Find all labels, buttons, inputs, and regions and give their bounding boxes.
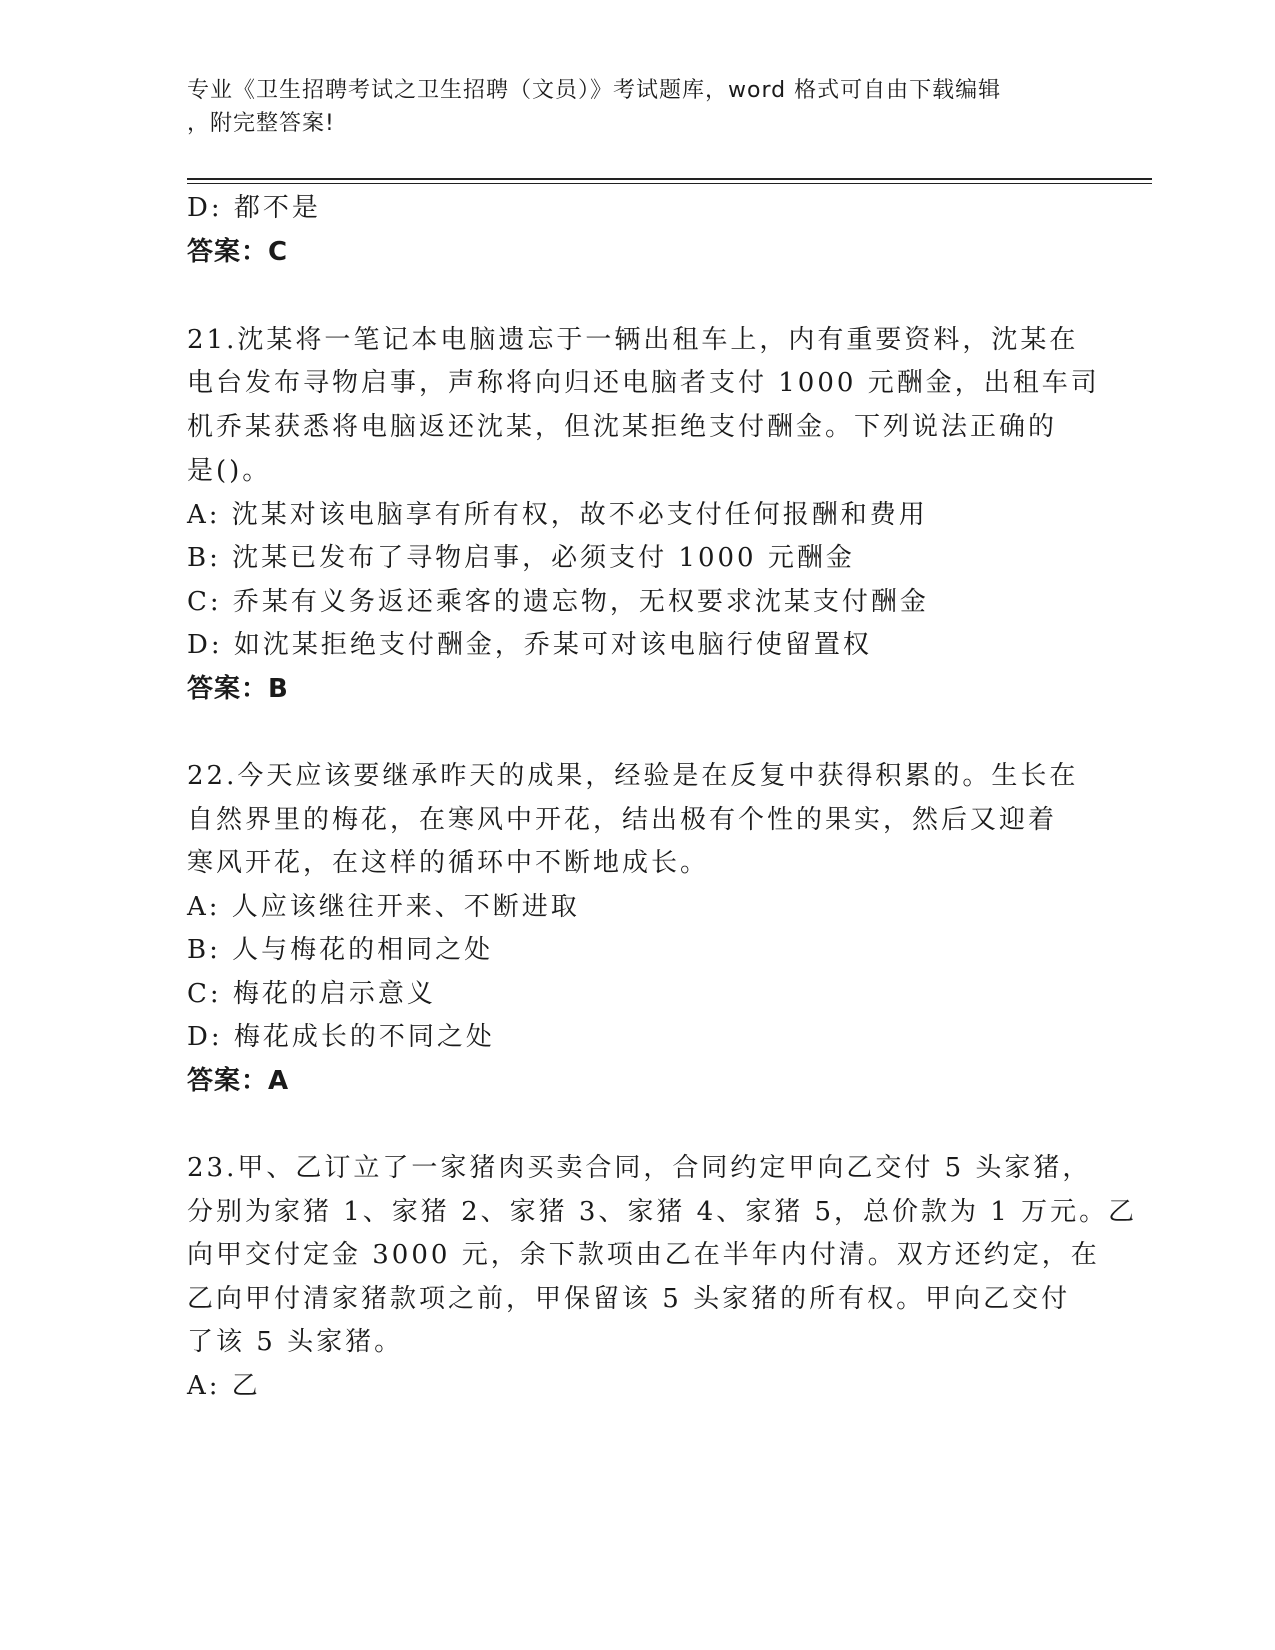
- prev-answer: 答案：C: [187, 237, 289, 267]
- q22-option-b: B: 人与梅花的相同之处: [187, 935, 494, 965]
- q22-option-d: D: 梅花成长的不同之处: [187, 1022, 495, 1052]
- prev-option-d: D: 都不是: [187, 193, 321, 223]
- q21-option-a: A: 沈某对该电脑享有所有权，故不必支付任何报酬和费用: [187, 500, 928, 530]
- q23-stem-line-4: 乙向甲付清家猪款项之前，甲保留该 5 头家猪的所有权。甲向乙交付: [187, 1284, 1071, 1314]
- q23-stem-line-3: 向甲交付定金 3000 元，余下款项由乙在半年内付清。双方还约定，在: [187, 1240, 1100, 1270]
- q21-answer: 答案：B: [187, 674, 289, 704]
- q22-option-c: C: 梅花的启示意义: [187, 979, 436, 1009]
- q21-option-b: B: 沈某已发布了寻物启事，必须支付 1000 元酬金: [187, 543, 855, 573]
- q22-stem-line-2: 自然界里的梅花，在寒风中开花，结出极有个性的果实，然后又迎着: [187, 805, 1058, 835]
- header-rule-thick: [187, 178, 1152, 180]
- document-header: [187, 74, 1087, 140]
- q21-stem-line-1: 21.沈某将一笔记本电脑遗忘于一辆出租车上，内有重要资料，沈某在: [187, 325, 1079, 355]
- header-line-2: ，附完整答案!: [187, 111, 335, 136]
- header-line-1: 专业《卫生招聘考试之卫生招聘（文员）》考试题库，word 格式可自由下载编辑: [187, 78, 1002, 103]
- q23-stem-line-1: 23.甲、乙订立了一家猪肉买卖合同，合同约定甲向乙交付 5 头家猪，: [187, 1153, 1092, 1183]
- q22-answer: 答案：A: [187, 1066, 290, 1096]
- q21-stem-line-3: 机乔某获悉将电脑返还沈某，但沈某拒绝支付酬金。下列说法正确的: [187, 412, 1058, 442]
- q22-option-a: A: 人应该继往开来、不断进取: [187, 892, 580, 922]
- q21-option-d: D: 如沈某拒绝支付酬金，乔某可对该电脑行使留置权: [187, 630, 872, 660]
- q23-stem-line-2: 分别为家猪 1、家猪 2、家猪 3、家猪 4、家猪 5，总价款为 1 万元。乙: [187, 1197, 1138, 1227]
- q21-stem-line-2: 电台发布寻物启事，声称将向归还电脑者支付 1000 元酬金，出租车司: [187, 368, 1100, 398]
- q23-stem-line-5: 了该 5 头家猪。: [187, 1327, 404, 1357]
- q21-option-c: C: 乔某有义务返还乘客的遗忘物，无权要求沈某支付酬金: [187, 587, 929, 617]
- header-rule-thin: [187, 183, 1152, 184]
- q21-stem-line-4: 是()。: [187, 456, 272, 486]
- q22-stem-line-1: 22.今天应该要继承昨天的成果，经验是在反复中获得积累的。生长在: [187, 761, 1079, 791]
- q22-stem-line-3: 寒风开花，在这样的循环中不断地成长。: [187, 848, 710, 878]
- q23-option-a: A: 乙: [187, 1371, 261, 1401]
